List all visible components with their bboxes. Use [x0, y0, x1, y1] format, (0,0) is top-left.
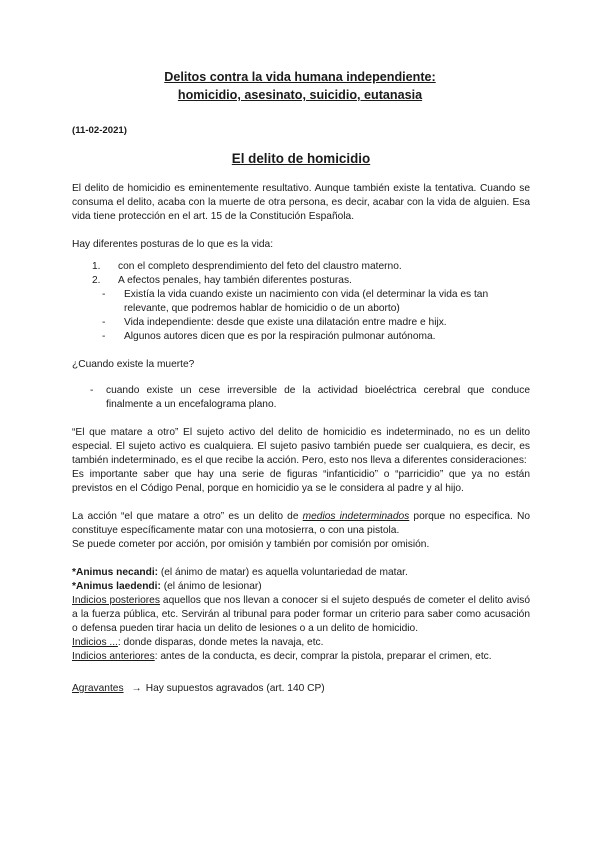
document-date: (11-02-2021) [72, 125, 127, 136]
sublist-item [72, 316, 530, 330]
postures-list [72, 260, 530, 288]
indicios-posteriores-text: aquellos que nos llevan a conocer si el sujeto después de cometer el delito avisó a la fuerza pública, etc. Servirán al tribunal para poder formar un criterio para saber como acusación o defensa pueden tirar hacia un delito de lesiones o a un delito de homicidio. [72, 595, 530, 634]
indicios-anteriores-label: Indicios anteriores [72, 651, 155, 662]
agravantes-text: Hay supuestos agravados (art. 140 CP) [145, 683, 325, 694]
animus-necandi [72, 566, 530, 580]
sublist-item-text: Existía la vida cuando existe un nacimiento con vida (el determinar la vida es tan relevante, que podremos hablar de homicidio o de un aborto) [124, 289, 489, 314]
animus-necandi-text: (el ánimo de matar) es aquella voluntariedad de matar. [158, 567, 408, 578]
title-line-1: Delitos contra la vida humana independiente: [164, 70, 436, 84]
section-heading: El delito de homicidio [231, 151, 371, 166]
paragraph-figures: Es importante saber que hay una serie de figuras “infanticidio” o “parricidio” que ya no están previstos en el Código Penal, porque en homicidio ya se le considera al padre y al hijo. [72, 469, 530, 494]
dash-bullet: - [102, 331, 106, 342]
paragraph-subjects: “El que matare a otro” El sujeto activo del delito de homicidio es indeterminado, no es un delito especial. El sujeto activo es cualquiera. El sujeto pasivo también puede ser cualquiera, es decir, es también indeterminado, es el que recibe la acción. Pero, esto nos lleva a diferentes consideraciones: [72, 427, 530, 466]
list-item [92, 274, 530, 288]
animus-laedendi-text: (el ánimo de lesionar) [160, 581, 262, 592]
document-title [70, 68, 530, 104]
list-item [92, 260, 530, 274]
indicios-anteriores-text: : antes de la conducta, es decir, comprar la pistola, preparar el crimen, etc. [154, 651, 492, 662]
document-page [72, 68, 530, 696]
action-text-post: porque no especifica. No constituye específicamente matar con una motosierra, o con una pistola. [72, 511, 531, 536]
paragraph-intro: El delito de homicidio es eminentemente resultativo. Aunque también existe la tentativa. Cuando se consuma el delito, acaba con la muerte de otra persona, es decir, acabar con la vida de alguien. Esa vida tiene protección en el art. 15 de la Constitución Española. [72, 183, 530, 222]
sublist-item [72, 330, 530, 344]
indicios-posteriores-label: Indicios posteriores [72, 595, 160, 606]
indicios-other-label: Indicios ... [72, 637, 118, 648]
paragraph-postures: Hay diferentes posturas de lo que es la vida: [72, 239, 274, 250]
animus-laedendi [72, 580, 530, 594]
death-list-item-text: cuando existe un cese irreversible de la actividad bioeléctrica cerebral que conduce finalmente a un encefalograma plano. [106, 385, 530, 410]
paragraph-omission: Se puede cometer por acción, por omisión y también por comisión por omisión. [72, 539, 430, 550]
agravantes-label: Agravantes [72, 683, 124, 694]
dash-bullet: - [102, 289, 106, 300]
sublist-item-text: Algunos autores dicen que es por la respiración pulmonar autónoma. [124, 331, 436, 342]
agravantes-line [72, 682, 530, 696]
sublist-item-text: Vida independiente: desde que existe una dilatación entre madre e hijx. [124, 317, 447, 328]
action-text-emphasis: medios indeterminados [302, 511, 410, 522]
indicios-other [72, 636, 530, 650]
death-list-item [72, 384, 530, 412]
paragraph-action [72, 510, 530, 538]
postures-sublist [72, 288, 530, 344]
question-death: ¿Cuando existe la muerte? [72, 359, 195, 370]
list-item-text: A efectos penales, hay también diferentes posturas. [118, 275, 352, 286]
list-number: 1. [92, 261, 101, 272]
indicios-other-text: : donde disparas, donde metes la navaja, etc. [117, 637, 324, 648]
animus-necandi-label: *Animus necandi: [72, 567, 159, 578]
indicios-anteriores [72, 650, 530, 664]
animus-laedendi-label: *Animus laedendi: [72, 581, 161, 592]
sublist-item [72, 288, 530, 316]
title-line-2: homicidio, asesinato, suicidio, eutanasia [177, 88, 423, 102]
arrow-icon: → [131, 683, 142, 694]
action-text-pre: La acción “el que matare a otro” es un delito de [72, 511, 303, 522]
list-number: 2. [92, 275, 101, 286]
dash-bullet: - [102, 317, 106, 328]
indicios-posteriores [72, 594, 530, 636]
dash-bullet: - [90, 385, 94, 396]
death-list [72, 384, 530, 412]
list-item-text: con el completo desprendimiento del feto del claustro materno. [118, 261, 402, 272]
